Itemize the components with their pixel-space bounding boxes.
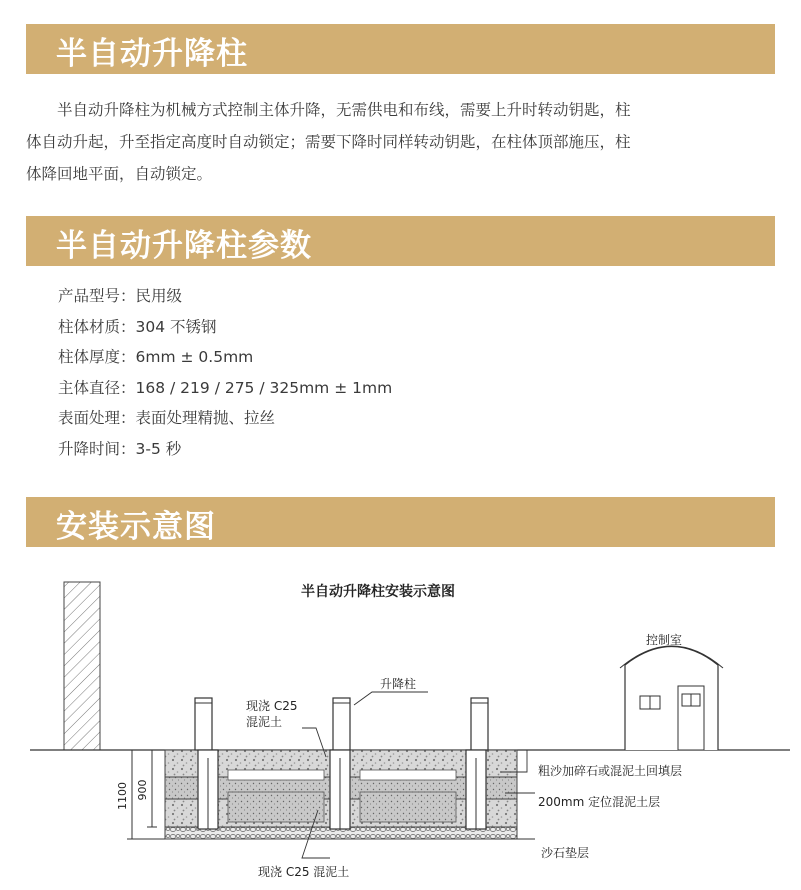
section-banner-install xyxy=(26,497,775,547)
param-label: 产品型号： xyxy=(58,287,136,305)
param-label: 柱体厚度： xyxy=(58,348,136,366)
param-label: 柱体材质： xyxy=(58,317,136,336)
param-item xyxy=(58,312,392,343)
param-label: 表面处理： xyxy=(58,409,136,427)
section-title: 半自动升降柱参数 xyxy=(56,228,312,264)
param-value: 表面处理精抛、拉丝 xyxy=(135,409,276,427)
section-banner-intro xyxy=(26,24,775,74)
bollard xyxy=(330,698,350,829)
label-concrete-bottom: 现浇 C25 混泥土 xyxy=(258,865,350,879)
param-item xyxy=(58,403,392,434)
control-room-label: 控制室 xyxy=(646,633,683,647)
param-value: 6mm ± 0.5mm xyxy=(135,348,254,366)
label-bollard: 升降柱 xyxy=(380,677,417,691)
section-banner-params xyxy=(26,216,775,266)
bollard xyxy=(466,698,488,829)
param-item xyxy=(58,434,392,465)
label-concrete-top-2: 混泥土 xyxy=(246,715,283,729)
param-value: 3-5 秒 xyxy=(135,439,182,458)
label-concrete-top: 现浇 C25 xyxy=(246,699,298,713)
wall-hatch xyxy=(64,582,100,750)
param-item xyxy=(58,281,392,312)
param-list xyxy=(58,281,392,464)
intro-line: 半自动升降柱为机械方式控制主体升降，无需供电和布线，需要上升时转动钥匙，柱 xyxy=(57,101,631,119)
param-value: 168 / 219 / 275 / 325mm ± 1mm xyxy=(135,378,393,397)
section-title: 安装示意图 xyxy=(56,509,216,545)
intro-line: 体降回地平面，自动锁定。 xyxy=(26,165,213,183)
param-label: 主体直径： xyxy=(58,378,136,397)
dimension-outer: 1100 xyxy=(116,782,129,810)
section-title: 半自动升降柱 xyxy=(56,36,248,72)
param-item xyxy=(58,373,392,404)
param-label: 升降时间： xyxy=(58,439,136,458)
label-gravel-base: 沙石垫层 xyxy=(541,846,590,860)
param-item xyxy=(58,342,392,373)
param-value: 304 不锈钢 xyxy=(135,317,217,336)
intro-line: 体自动升起，升至指定高度时自动锁定；需要下降时同样转动钥匙，在柱体顶部施压，柱 xyxy=(26,133,631,151)
param-value: 民用级 xyxy=(135,287,183,305)
intro-paragraph xyxy=(26,94,778,190)
diagram-title: 半自动升降柱安装示意图 xyxy=(301,584,455,600)
installation-diagram xyxy=(0,560,801,890)
label-positioning: 200mm 定位混泥土层 xyxy=(538,795,661,809)
dimension-inner: 900 xyxy=(136,779,149,801)
bollard xyxy=(195,698,218,829)
label-backfill: 粗沙加碎石或混泥土回填层 xyxy=(538,764,683,778)
control-room xyxy=(620,646,723,750)
